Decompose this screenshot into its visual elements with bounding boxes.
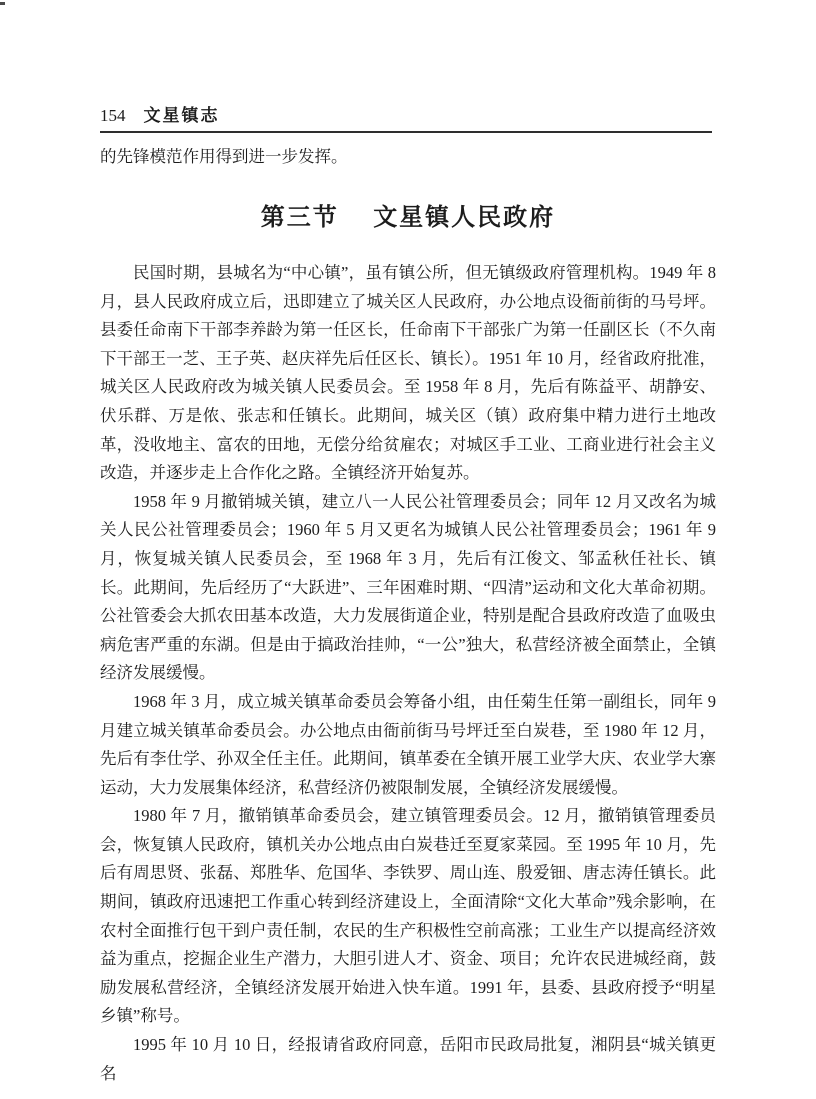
continuation-text: 的先锋模范作用得到进一步发挥。 [100,147,348,166]
section-name: 文星镇人民政府 [373,205,556,231]
paragraph-5: 1995 年 10 月 10 日，经报请省政府同意，岳阳市民政局批复，湘阴县“城关镇更名 [100,1035,716,1083]
scan-artifact [0,2,5,5]
section-label: 第三节 [260,205,339,231]
paragraph-1: 民国时期，县城名为“中心镇”，虽有镇公所，但无镇级政府管理机构。1949 年 8 月，县人民政府成立后，迅即建立了城关区人民政府，办公地点设衙前街的马号坪。县委任命南下干部李养龄为第一任区长，任命南下干部张广为第一任副区长（不久南下干部王一芝、王子英、赵庆祥先后任区长、镇长）。1951 年 10 月，经省政府批准，城关区人民政府改为城关镇人民委员会。至 1958 年 8 月，先后有陈益平、胡静安、伏乐群、万是侬、张志和任镇长。此期间，城关区（镇）政府集中精力进行土地改革，没收地主、富农的田地，无偿分给贫雇农；对城区手工业、工商业进行社会主义改造，并逐步走上合作化之路。全镇经济开始复苏。 [100,263,716,483]
paragraph-2: 1958 年 9 月撤销城关镇，建立八一人民公社管理委员会；同年 12 月又改名为城关人民公社管理委员会；1960 年 5 月又更名为城镇人民公社管理委员会；1961 年 9 月，恢复城关镇人民委员会，至 1968 年 3 月，先后有江俊文、邹孟秋任社长、镇长。此期间，先后经历了“大跃进”、三年困难时期、“四清”运动和文化大革命初期。公社管委会大抓农田基本改造，大力发展街道企业，特别是配合县政府改造了血吸虫病危害严重的东湖。但是由于搞政治挂帅，“一公”独大，私营经济被全面禁止，全镇经济发展缓慢。 [100,491,716,683]
paragraph-3: 1968 年 3 月，成立城关镇革命委员会筹备小组，由任菊生任第一副组长，同年 9 月建立城关镇革命委员会。办公地点由衙前街马号坪迁至白炭巷，至 1980 年 12 月，先后有李仕学、孙双全任主任。此期间，镇革委在全镇开展工业学大庆、农业学大寨运动，大力发展集体经济，私营经济仍被限制发展，全镇经济发展缓慢。 [100,691,716,797]
page-number: 154 [100,106,126,125]
section-title [0,201,816,235]
running-header [100,107,712,133]
body-text [100,259,716,1088]
book-title: 文星镇志 [143,106,220,125]
paragraph-4: 1980 年 7 月，撤销镇革命委员会，建立镇管理委员会。12 月，撤销镇管理委员会，恢复镇人民政府，镇机关办公地点由白炭巷迁至夏家菜园。至 1995 年 10 月，先后有周思贤、张磊、郑胜华、危国华、李铁罗、周山连、殷爱钿、唐志涛任镇长。此期间，镇政府迅速把工作重心转到经济建设上，全面清除“文化大革命”残余影响，在农村全面推行包干到户责任制，农民的生产积极性空前高涨；工业生产以提高经济效益为重点，挖掘企业生产潜力，大胆引进人才、资金、项目；允许农民进城经商，鼓励发展私营经济，全镇经济发展开始进入快车道。1991 年，县委、县政府授予“明星乡镇”称号。 [100,806,716,1026]
